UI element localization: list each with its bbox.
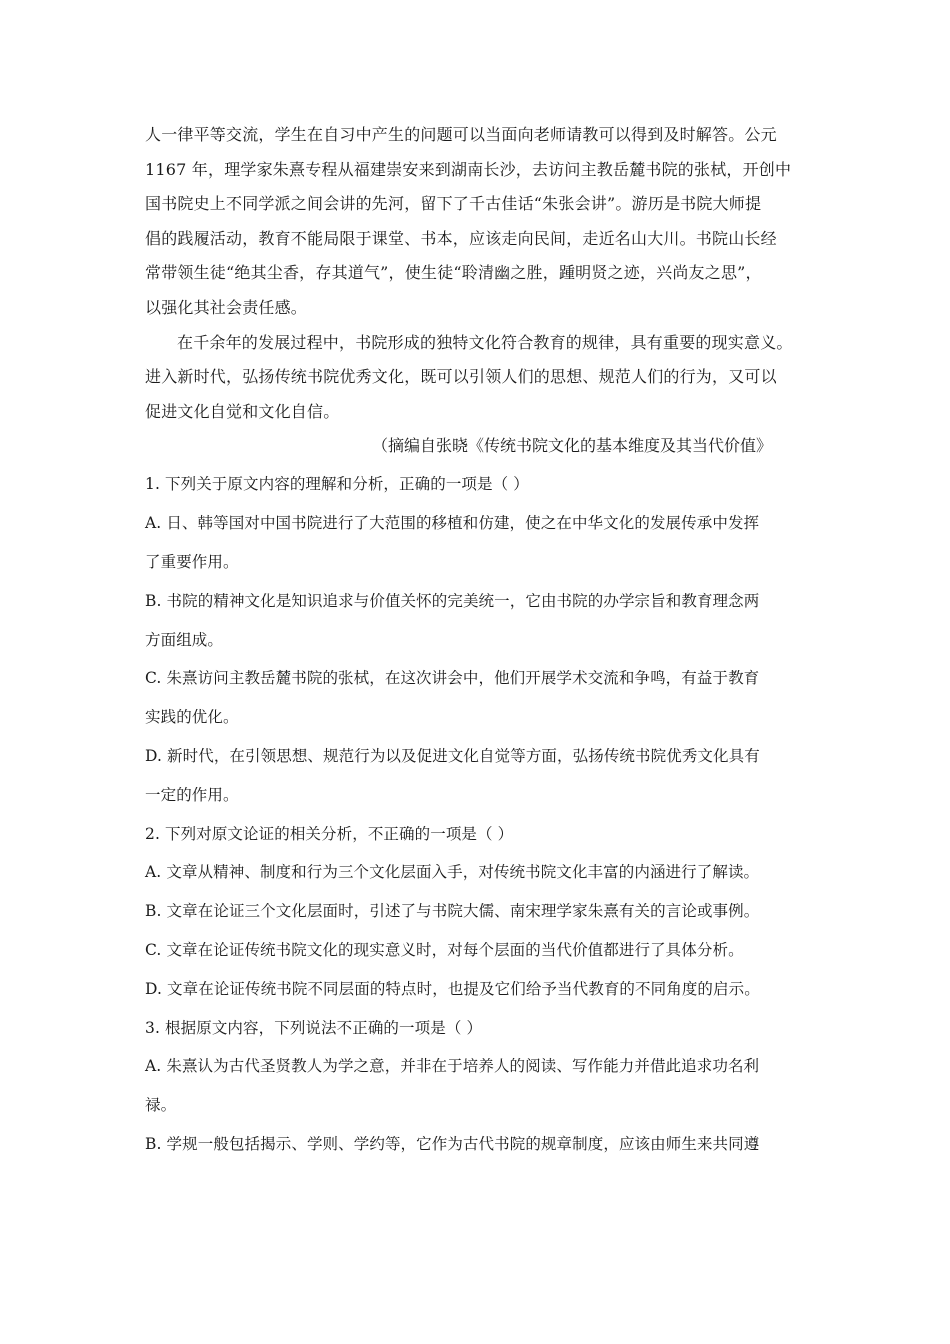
question-block — [145, 465, 830, 1163]
question-2-option-d: D. 文章在论证传统书院不同层面的特点时，也提及它们给予当代教育的不同角度的启示。 — [145, 979, 760, 998]
question-1-option-c-cont: 实践的优化。 — [145, 708, 239, 727]
question-2-option-c: C. 文章在论证传统书院文化的现实意义时，对每个层面的当代价值都进行了具体分析。 — [145, 940, 744, 959]
question-1-option-c: C. 朱熹访问主教岳麓书院的张栻，在这次讲会中，他们开展学术交流和争鸣，有益于教育 — [145, 669, 760, 688]
question-3-option-a: A. 朱熹认为古代圣贤教人为学之意，并非在于培养人的阅读、写作能力并借此追求功名利 — [145, 1057, 760, 1076]
question-1-option-d-cont: 一定的作用。 — [145, 785, 239, 804]
question-2-option-b: B. 文章在论证三个文化层面时，引述了与书院大儒、南宋理学家朱熹有关的言论或事例。 — [145, 902, 760, 921]
text-line: 人一律平等交流，学生在自习中产生的问题可以当面向老师请教可以得到及时解答。公元 — [145, 125, 777, 144]
question-1-stem: 1. 下列关于原文内容的理解和分析，正确的一项是（ ） — [145, 475, 529, 494]
text-line: 促进文化自觉和文化自信。 — [145, 401, 340, 421]
text-line: 1167 年，理学家朱熹专程从福建崇安来到湖南长沙，去访问主教岳麓书院的张栻，开创中 — [145, 159, 792, 179]
question-1-option-a: A. 日、韩等国对中国书院进行了大范围的移植和仿建，使之在中华文化的发展传承中发挥 — [145, 514, 760, 533]
question-2-option-a: A. 文章从精神、制度和行为三个文化层面入手，对传统书院文化丰富的内涵进行了解读。 — [145, 863, 760, 882]
text-line: 国书院史上不同学派之间会讲的先河，留下了千古佳话“朱张会讲”。游历是书院大师提 — [145, 194, 762, 214]
passage-paragraph-2 — [145, 326, 830, 430]
text-line: 以强化其社会责任感。 — [145, 297, 308, 317]
question-1-option-b-cont: 方面组成。 — [145, 630, 224, 649]
question-1-option-a-cont: 了重要作用。 — [145, 552, 239, 571]
text-line: 进入新时代，弘扬传统书院优秀文化，既可以引领人们的思想、规范人们的行为，又可以 — [145, 367, 777, 387]
text-line: 倡的践履活动，教育不能局限于课堂、书本，应该走向民间，走近名山大川。书院山长经 — [145, 228, 777, 248]
question-1-option-d: D. 新时代，在引领思想、规范行为以及促进文化自觉等方面，弘扬传统书院优秀文化具有 — [145, 746, 760, 765]
passage-paragraph-1 — [145, 118, 830, 326]
question-3-stem: 3. 根据原文内容，下列说法不正确的一项是（ ） — [145, 1018, 483, 1037]
question-3-option-b: B. 学规一般包括揭示、学则、学约等，它作为古代书院的规章制度，应该由师生来共同遵 — [145, 1134, 760, 1153]
question-2-stem: 2. 下列对原文论证的相关分析，不正确的一项是（ ） — [145, 824, 514, 843]
question-1-option-b: B. 书院的精神文化是知识追求与价值关怀的完美统一，它由书院的办学宗旨和教育理念两 — [145, 591, 760, 610]
text-line: 常带领生徒“绝其尘香，存其道气”，使生徒“聆清幽之胜，踵明贤之迹，兴尚友之思”， — [145, 263, 762, 283]
source-citation: （摘编自张晓《传统书院文化的基本维度及其当代价值》 — [372, 436, 773, 456]
question-3-option-a-cont: 禄。 — [145, 1096, 177, 1115]
text-line: 在千余年的发展过程中，书院形成的独特文化符合教育的规律，具有重要的现实意义。 — [177, 332, 793, 352]
